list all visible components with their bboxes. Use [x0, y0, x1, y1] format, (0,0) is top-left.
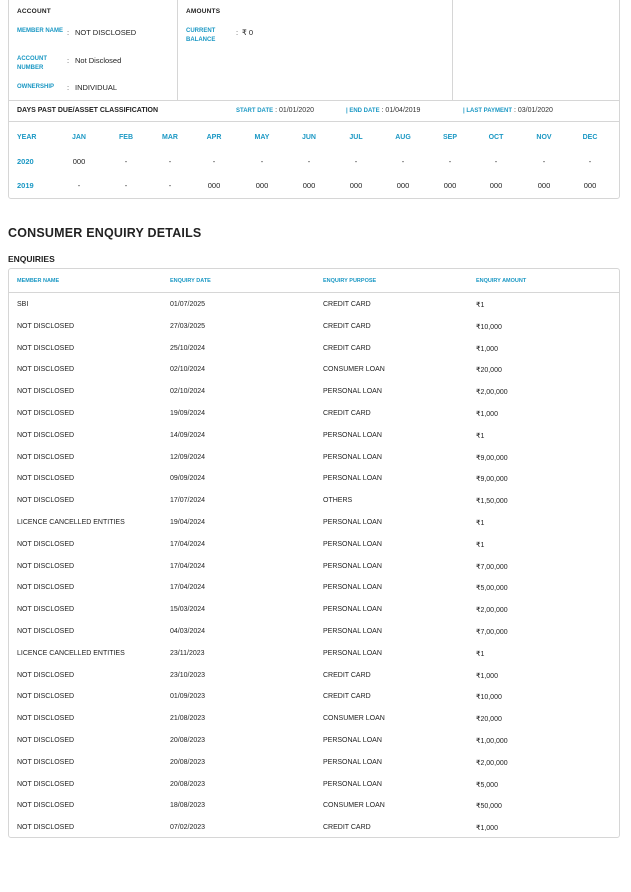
- dpd-header-row: [9, 128, 619, 148]
- enquiry-date-cell: 17/04/2024: [170, 584, 206, 592]
- table-row: [9, 665, 619, 687]
- member-name-cell: NOT DISCLOSED: [17, 802, 75, 810]
- enquiry-purpose-cell: PERSONAL LOAN: [323, 737, 382, 744]
- dpd-cell: 000: [207, 181, 221, 190]
- enquiry-amount-cell: ₹5,000: [476, 781, 498, 789]
- table-row: [9, 752, 619, 774]
- account-number-label: ACCOUNT NUMBER: [17, 56, 47, 71]
- enquiry-purpose-cell: CREDIT CARD: [323, 322, 371, 330]
- dpd-cell: -: [542, 157, 546, 166]
- enquiry-purpose-cell: PERSONAL LOAN: [323, 584, 382, 592]
- amounts-column: [178, 0, 453, 100]
- dpd-cell: -: [401, 157, 405, 166]
- enquiry-date-cell: 12/09/2024: [170, 453, 206, 461]
- enquiry-amount-cell: ₹1: [476, 541, 485, 549]
- member-name-cell: NOT DISCLOSED: [17, 562, 75, 570]
- dpd-row: [9, 152, 619, 172]
- member-name-cell: NOT DISCLOSED: [17, 715, 75, 723]
- month-header: MAY: [254, 134, 270, 141]
- dpd-cell: -: [307, 157, 311, 166]
- account-card: [8, 0, 620, 199]
- enquiry-amount-cell: ₹2,00,000: [476, 389, 508, 397]
- account-number-value: Not Disclosed: [75, 56, 122, 65]
- dpd-cell: 000: [443, 181, 457, 190]
- enquiry-purpose-cell: PERSONAL LOAN: [323, 388, 382, 396]
- last-payment: [463, 107, 553, 114]
- dpd-cell: -: [124, 181, 128, 190]
- enquiry-amount-cell: ₹20,000: [476, 367, 502, 375]
- enquiry-date-cell: 19/09/2024: [170, 410, 206, 417]
- current-balance-label: CURRENT BALANCE: [186, 28, 216, 43]
- section-title: CONSUMER ENQUIRY DETAILS: [8, 226, 202, 240]
- table-row: [9, 599, 619, 621]
- table-header: [9, 269, 619, 293]
- enquiry-amount-cell: ₹1,000: [476, 345, 498, 353]
- enquiry-amount-cell: ₹2,00,000: [476, 759, 508, 767]
- table-row: [9, 468, 619, 490]
- enquiry-date-cell: 20/08/2023: [170, 758, 206, 766]
- ownership-value: INDIVIDUAL: [75, 83, 118, 92]
- separator: :: [67, 83, 70, 92]
- enquiry-purpose-cell: CONSUMER LOAN: [323, 366, 385, 374]
- dpd-cell: 000: [583, 181, 597, 190]
- enquiry-amount-cell: ₹9,00,000: [476, 454, 508, 462]
- table-row: [9, 795, 619, 817]
- member-name-cell: NOT DISCLOSED: [17, 322, 75, 330]
- enquiries-table: [8, 268, 620, 838]
- month-header: AUG: [395, 134, 411, 141]
- enquiry-date-cell: 27/03/2025: [170, 322, 206, 330]
- member-name-cell: NOT DISCLOSED: [17, 431, 75, 439]
- table-row: [9, 577, 619, 599]
- enquiry-amount-cell: ₹1,000: [476, 672, 498, 680]
- table-row: [9, 425, 619, 447]
- separator: :: [236, 28, 239, 37]
- dpd-cell: 000: [72, 157, 86, 166]
- month-header: JAN: [71, 134, 86, 141]
- enquiry-purpose-cell: PERSONAL LOAN: [323, 540, 382, 548]
- enquiry-amount-cell: ₹10,000: [476, 323, 502, 331]
- enquiry-date-cell: 20/08/2023: [170, 780, 206, 788]
- member-name-cell: NOT DISCLOSED: [17, 366, 75, 374]
- enquiry-date-cell: 09/09/2024: [170, 475, 206, 483]
- member-name-cell: NOT DISCLOSED: [17, 344, 75, 352]
- enquiry-date-cell: 15/03/2024: [170, 606, 206, 614]
- dpd-cell: -: [448, 157, 452, 166]
- table-row: [9, 686, 619, 708]
- table-row: [9, 708, 619, 730]
- member-name-cell: NOT DISCLOSED: [17, 497, 75, 505]
- account-summary: [9, 0, 619, 100]
- enquiry-date-cell: 17/04/2024: [170, 540, 206, 548]
- enquiry-amount-cell: ₹1: [476, 432, 485, 440]
- table-row: [9, 316, 619, 338]
- enquiry-purpose-cell: CONSUMER LOAN: [323, 715, 385, 723]
- year-header: YEAR: [17, 134, 37, 141]
- member-name-label: MEMBER NAME: [17, 28, 63, 34]
- enquiry-date-cell: 07/02/2023: [170, 824, 206, 832]
- member-name-cell: NOT DISCLOSED: [17, 410, 75, 417]
- member-name-cell: NOT DISCLOSED: [17, 584, 75, 592]
- enquiry-date-cell: 04/03/2024: [170, 628, 206, 635]
- last-payment-label: | LAST PAYMENT: [463, 108, 513, 114]
- column-header-enquiry-amount: ENQUIRY AMOUNT: [476, 278, 527, 284]
- enquiry-purpose-cell: PERSONAL LOAN: [323, 475, 382, 483]
- enquiry-purpose-cell: PERSONAL LOAN: [323, 453, 382, 461]
- table-row: [9, 512, 619, 534]
- enquiry-purpose-cell: CREDIT CARD: [323, 671, 371, 679]
- account-column: [9, 0, 178, 100]
- dpd-cell: 000: [349, 181, 363, 190]
- enquiry-amount-cell: ₹5,00,000: [476, 585, 508, 593]
- month-header: MAR: [162, 134, 178, 141]
- enquiry-purpose-cell: PERSONAL LOAN: [323, 606, 382, 614]
- start-date-label: START DATE: [236, 108, 274, 114]
- current-balance-value: ₹ 0: [242, 28, 254, 37]
- dpd-cell: -: [77, 181, 81, 190]
- table-row: [9, 643, 619, 665]
- dpd-cell: -: [168, 181, 172, 190]
- member-name-cell: NOT DISCLOSED: [17, 824, 75, 832]
- amounts-header: AMOUNTS: [186, 8, 221, 15]
- member-name-cell: NOT DISCLOSED: [17, 606, 75, 614]
- end-date: [346, 107, 420, 114]
- dpd-cell: 000: [396, 181, 410, 190]
- enquiry-date-cell: 20/08/2023: [170, 737, 206, 744]
- separator: :: [67, 56, 70, 65]
- member-name-cell: NOT DISCLOSED: [17, 540, 75, 548]
- member-name-value: NOT DISCLOSED: [75, 28, 137, 37]
- month-header: FEB: [119, 134, 133, 141]
- table-row: [9, 403, 619, 425]
- month-header: NOV: [536, 134, 552, 141]
- dpd-cell: -: [260, 157, 264, 166]
- enquiry-purpose-cell: CREDIT CARD: [323, 693, 371, 701]
- table-row: [9, 817, 619, 839]
- table-row: [9, 556, 619, 578]
- dpd-header-bar: [9, 100, 619, 122]
- year-cell: 2020: [17, 157, 34, 166]
- dpd-cell: -: [354, 157, 358, 166]
- member-name-cell: NOT DISCLOSED: [17, 388, 75, 396]
- enquiry-purpose-cell: PERSONAL LOAN: [323, 431, 382, 439]
- table-row: [9, 447, 619, 469]
- enquiry-purpose-cell: PERSONAL LOAN: [323, 758, 382, 766]
- member-name-cell: LICENCE CANCELLED ENTITIES: [17, 649, 125, 657]
- dpd-cell: 000: [255, 181, 269, 190]
- account-header: ACCOUNT: [17, 8, 51, 15]
- enquiry-amount-cell: ₹9,00,000: [476, 476, 508, 484]
- dpd-cell: 000: [489, 181, 503, 190]
- enquiries-subtitle: ENQUIRIES: [8, 254, 55, 264]
- enquiry-date-cell: 17/04/2024: [170, 562, 206, 570]
- month-header: APR: [206, 134, 222, 141]
- enquiry-date-cell: 02/10/2024: [170, 366, 206, 374]
- enquiry-amount-cell: ₹7,00,000: [476, 563, 508, 571]
- enquiry-purpose-cell: CREDIT CARD: [323, 410, 371, 417]
- last-payment-value: : 03/01/2020: [513, 107, 553, 114]
- table-row: [9, 338, 619, 360]
- enquiry-date-cell: 25/10/2024: [170, 344, 206, 352]
- month-header: DEC: [582, 134, 598, 141]
- enquiry-amount-cell: ₹7,00,000: [476, 629, 508, 636]
- separator: :: [67, 28, 70, 37]
- enquiry-purpose-cell: PERSONAL LOAN: [323, 562, 382, 570]
- year-cell: 2019: [17, 181, 34, 190]
- month-header: JUL: [349, 134, 363, 141]
- enquiry-amount-cell: ₹20,000: [476, 716, 502, 724]
- enquiry-amount-cell: ₹50,000: [476, 803, 502, 811]
- dpd-title: DAYS PAST DUE/ASSET CLASSIFICATION: [17, 107, 159, 114]
- member-name-cell: NOT DISCLOSED: [17, 758, 75, 766]
- column-header-enquiry-purpose: ENQUIRY PURPOSE: [323, 278, 377, 284]
- dpd-cell: -: [494, 157, 498, 166]
- enquiry-purpose-cell: PERSONAL LOAN: [323, 780, 382, 788]
- enquiry-amount-cell: ₹1,000: [476, 411, 498, 418]
- enquiry-purpose-cell: CREDIT CARD: [323, 344, 371, 352]
- member-name-cell: NOT DISCLOSED: [17, 737, 75, 744]
- table-row: [9, 774, 619, 796]
- enquiry-amount-cell: ₹10,000: [476, 694, 502, 702]
- enquiry-date-cell: 14/09/2024: [170, 431, 206, 439]
- enquiry-date-cell: 02/10/2024: [170, 388, 206, 396]
- empty-column: [453, 0, 621, 100]
- dpd-cell: -: [168, 157, 172, 166]
- start-date: [236, 107, 314, 114]
- column-header-member-name: MEMBER NAME: [17, 278, 60, 284]
- enquiry-purpose-cell: PERSONAL LOAN: [323, 628, 382, 635]
- enquiry-date-cell: 23/11/2023: [170, 649, 205, 657]
- ownership-label: OWNERSHIP: [17, 84, 55, 90]
- start-date-value: : 01/01/2020: [275, 107, 314, 114]
- dpd-cell: -: [212, 157, 216, 166]
- member-name-cell: NOT DISCLOSED: [17, 475, 75, 483]
- member-name-cell: NOT DISCLOSED: [17, 693, 75, 701]
- dpd-cell: 000: [537, 181, 551, 190]
- table-row: [9, 730, 619, 752]
- enquiry-amount-cell: ₹1: [476, 650, 485, 658]
- enquiry-amount-cell: ₹1,50,000: [476, 498, 508, 506]
- month-header: SEP: [442, 134, 457, 141]
- enquiry-amount-cell: ₹1,000: [476, 825, 498, 833]
- dpd-cell: 000: [302, 181, 316, 190]
- column-header-enquiry-date: ENQUIRY DATE: [170, 278, 211, 284]
- enquiry-purpose-cell: PERSONAL LOAN: [323, 519, 382, 526]
- member-name-cell: NOT DISCLOSED: [17, 453, 75, 461]
- enquiry-date-cell: 17/07/2024: [170, 497, 206, 505]
- member-name-cell: NOT DISCLOSED: [17, 628, 75, 635]
- enquiry-amount-cell: ₹1: [476, 302, 485, 309]
- month-header: OCT: [488, 134, 504, 141]
- end-date-value: : 01/04/2019: [381, 107, 421, 114]
- member-name-cell: NOT DISCLOSED: [17, 671, 75, 679]
- member-name-cell: NOT DISCLOSED: [17, 780, 75, 788]
- month-header: JUN: [301, 134, 316, 141]
- dpd-cell: -: [124, 157, 128, 166]
- enquiry-amount-cell: ₹1,00,000: [476, 738, 508, 745]
- enquiry-amount-cell: ₹2,00,000: [476, 607, 508, 615]
- enquiry-date-cell: 18/08/2023: [170, 802, 206, 810]
- enquiry-date-cell: 01/07/2025: [170, 301, 206, 308]
- dpd-row: [9, 176, 619, 196]
- enquiry-date-cell: 01/09/2023: [170, 693, 206, 701]
- table-row: [9, 490, 619, 512]
- member-name-cell: SBI: [17, 301, 29, 308]
- table-row: [9, 359, 619, 381]
- enquiry-purpose-cell: CREDIT CARD: [323, 824, 371, 832]
- table-row: [9, 294, 619, 316]
- enquiry-date-cell: 19/04/2024: [170, 519, 206, 526]
- enquiry-purpose-cell: CONSUMER LOAN: [323, 802, 385, 810]
- member-name-cell: LICENCE CANCELLED ENTITIES: [17, 519, 125, 526]
- enquiry-purpose-cell: CREDIT CARD: [323, 301, 371, 308]
- table-row: [9, 381, 619, 403]
- enquiry-purpose-cell: OTHERS: [323, 497, 353, 505]
- enquiry-date-cell: 21/08/2023: [170, 715, 206, 723]
- table-row: [9, 534, 619, 556]
- dpd-cell: -: [588, 157, 592, 166]
- enquiry-purpose-cell: PERSONAL LOAN: [323, 649, 382, 657]
- enquiry-amount-cell: ₹1: [476, 520, 485, 527]
- end-date-label: | END DATE: [346, 108, 380, 114]
- table-row: [9, 621, 619, 643]
- enquiry-date-cell: 23/10/2023: [170, 671, 206, 679]
